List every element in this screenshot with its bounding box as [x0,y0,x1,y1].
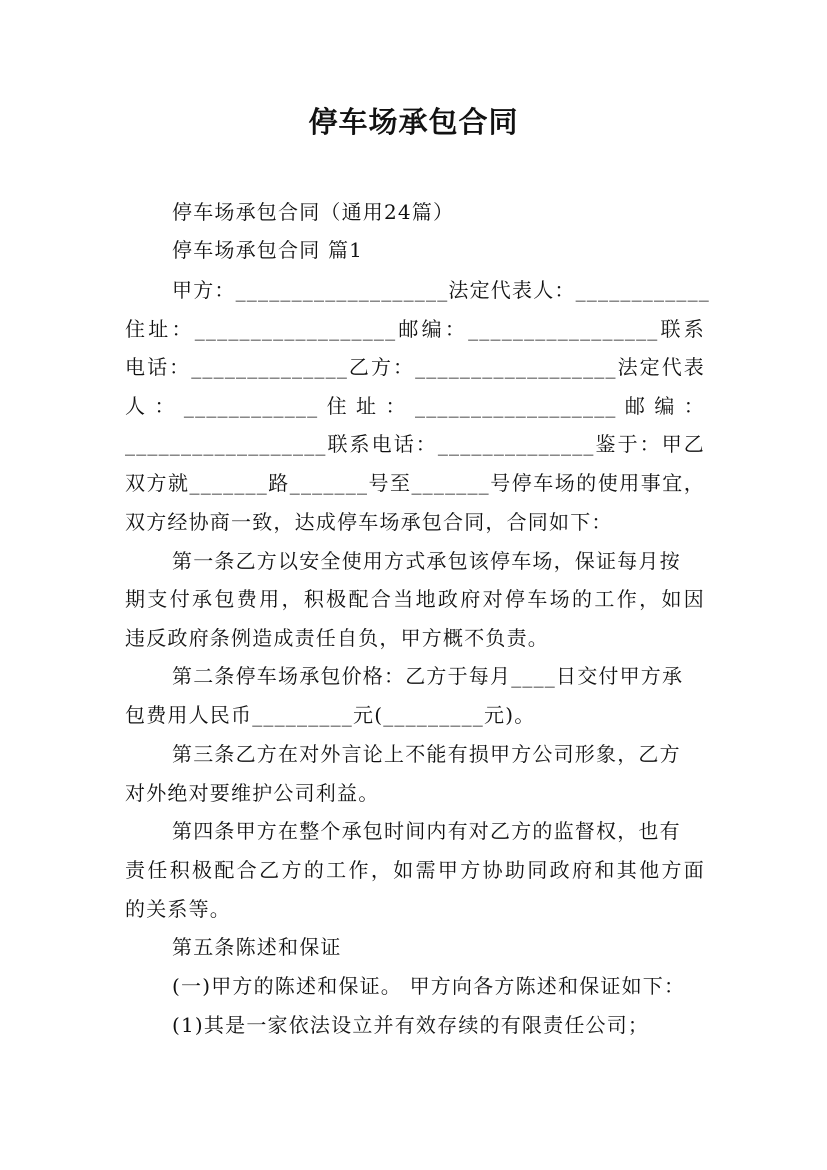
text-line: 甲方：___________________法定代表人：____________ [172,278,710,302]
text-line: 双方就_______路_______号至_______号停车场的使用事宜， [125,471,705,495]
text-line: 包费用人民币_________元(_________元)。 [125,703,536,727]
text-line: 电话：______________乙方：__________________法定代表 [125,355,705,379]
text-line: 第二条停车场承包价格：乙方于每月____日交付甲方承 [172,664,684,688]
text-line: __________________联系电话：______________鉴于：甲乙 [125,432,705,456]
text-line: 第一条乙方以安全使用方式承包该停车场，保证每月按 [172,549,681,573]
text-line: 住址：__________________邮编：_________________联系 [125,317,705,341]
document-subtitle: 停车场承包合同（通用24篇） [172,200,455,224]
text-line: 违反政府条例造成责任自负，甲方概不负责。 [125,626,549,650]
section-heading: 停车场承包合同 篇1 [172,238,364,262]
text-line: (1)其是一家依法设立并有效存续的有限责任公司； [172,1013,650,1037]
text-line: 责任积极配合乙方的工作，如需甲方协助同政府和其他方面 [125,858,705,882]
text-line: (一)甲方的陈述和保证。 甲方向各方陈述和保证如下： [172,974,686,998]
text-line: 的关系等。 [125,897,231,921]
text-line: 第五条陈述和保证 [172,935,342,959]
document-title: 停车场承包合同 [308,105,519,139]
text-line: 人：____________住址：__________________邮编： [125,394,705,418]
text-line: 期支付承包费用，积极配合当地政府对停车场的工作，如因 [125,587,705,611]
text-line: 对外绝对要维护公司利益。 [125,781,380,805]
text-line: 第四条甲方在整个承包时间内有对乙方的监督权，也有 [172,819,681,843]
text-line: 双方经协商一致，达成停车场承包合同，合同如下： [125,510,613,534]
text-line: 第三条乙方在对外言论上不能有损甲方公司形象，乙方 [172,742,681,766]
